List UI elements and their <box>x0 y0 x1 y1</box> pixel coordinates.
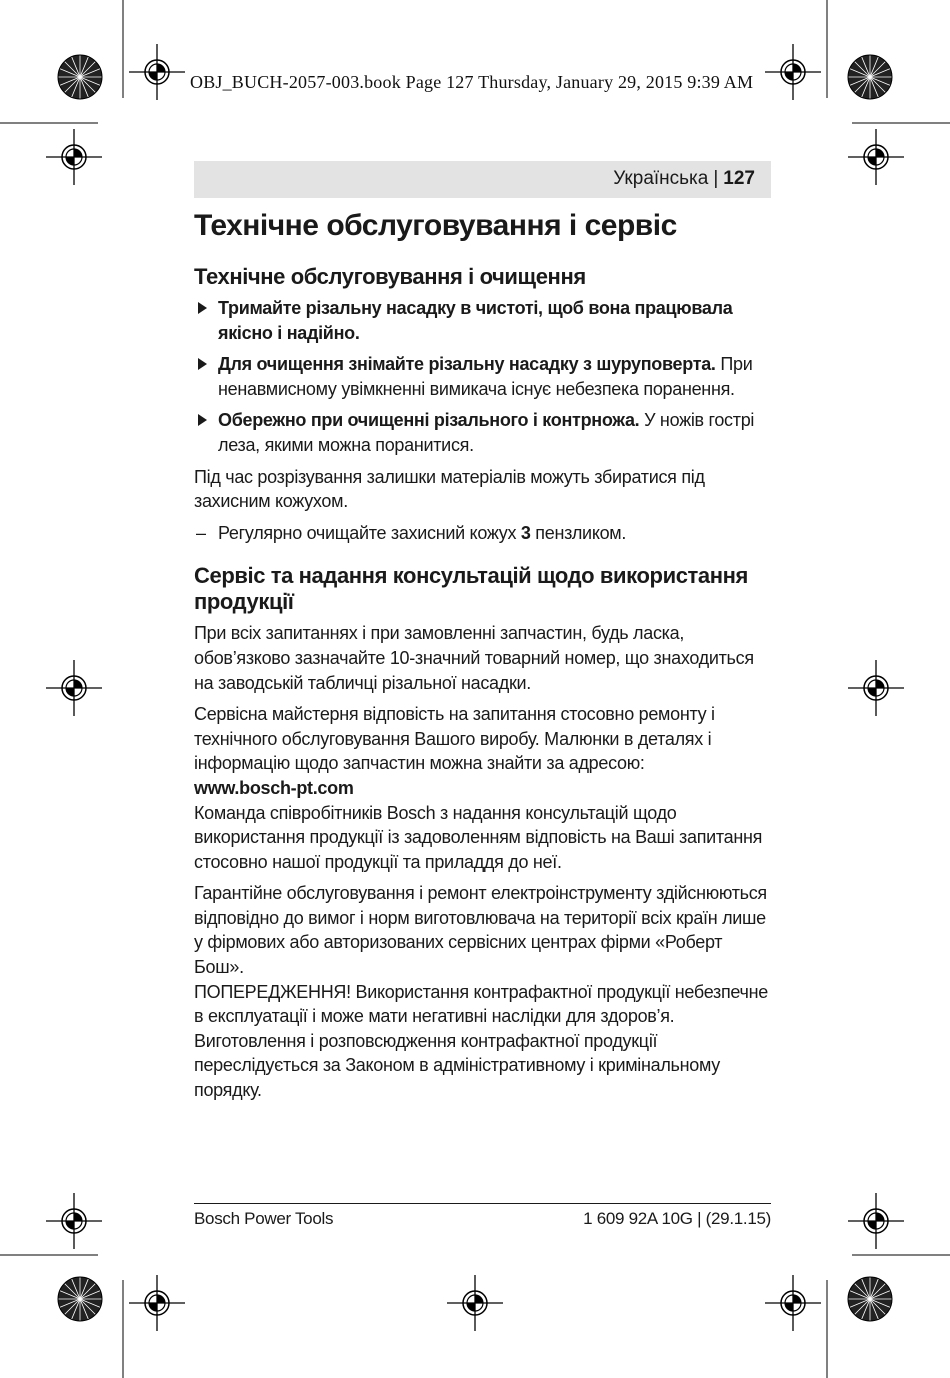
header-language: Українська <box>613 168 709 189</box>
bullet-bold: Тримайте різальну насадку в чистоті, щоб вона працювала якісно і надійно. <box>218 298 733 343</box>
dash-item <box>194 521 774 546</box>
header-text <box>613 168 755 190</box>
section-heading-maintenance: Технічне обслуговування і очищення <box>194 264 586 289</box>
dash-marker: – <box>196 522 206 543</box>
footer-brand: Bosch Power Tools <box>194 1209 334 1228</box>
bullet-text: У ножів гострі леза, якими можна поранитися. <box>218 410 755 455</box>
bullet-bold: Обережно при очищенні різального і контрножа. <box>218 410 640 431</box>
bullet-bold: Для очищення знімайте різальну насадку з шуруповерта. <box>218 354 716 375</box>
bullet-item <box>194 352 774 401</box>
bullet-item <box>194 296 774 345</box>
paragraph: При всіх запитаннях і при замовленні запчастин, будь ласка, обов’язково зазначайте 10-значний товарний номер, що знаходиться на заводській табличці різальної насадки. <box>194 623 754 693</box>
warning-paragraph: ПОПЕРЕДЖЕННЯ! Використання контрафактної продукції небезпечне в експлуатації і може мати негативні наслідки для здоров’я. Виготовлення і розповсюдження контрафактної продукції переслідується за Законом в адміністративному і кримінальному порядку. <box>194 981 768 1101</box>
bullet-item <box>194 408 774 457</box>
service-url[interactable]: www.bosch-pt.com <box>194 777 354 798</box>
bullet-triangle-icon <box>198 414 207 426</box>
page-number: 127 <box>723 168 755 189</box>
paragraph: Команда співробітників Bosch з надання консультацій щодо використання продукції із задоволенням відповість на Ваші запитання стосовно нашої продукції та приладдя до неї. <box>194 802 763 872</box>
header-separator: | <box>713 168 719 189</box>
bullet-triangle-icon <box>198 358 207 370</box>
page-title: Технічне обслуговування і сервіс <box>194 209 677 242</box>
bullet-text: При ненавмисному увімкненні вимикача існує небезпека поранення. <box>218 354 753 399</box>
print-slug: OBJ_BUCH-2057-003.book Page 127 Thursday, January 29, 2015 9:39 AM <box>190 72 754 92</box>
dash-text-before: Регулярно очищайте захисний кожух <box>218 522 521 543</box>
paragraph: Сервісна майстерня відповість на запитання стосовно ремонту і технічного обслуговування Вашого виробу. Малюнки в деталях і інформацію щодо запчастин можна знайти за адресою: <box>194 704 715 774</box>
page-header <box>194 161 771 198</box>
paragraph: Гарантійне обслуговування і ремонт електроінструменту здійснюються відповідно до вимог і норм виготовлювача на території всіх країн лише у фірмових або авторизованих сервісних центрах фірми «Роберт Бош». <box>194 883 767 978</box>
footer-doc-number: 1 609 92A 10G | (29.1.15) <box>583 1209 771 1228</box>
dash-text-after: пензликом. <box>530 522 627 543</box>
section-heading-service: Сервіс та надання консультацій щодо використання продукції <box>194 563 748 615</box>
page-content <box>194 206 774 1103</box>
bullet-triangle-icon <box>198 302 207 314</box>
part-number: 3 <box>520 522 531 543</box>
footer-rule <box>194 1203 771 1204</box>
paragraph: Під час розрізування залишки матеріалів можуть збиратися під захисним кожухом. <box>194 466 705 512</box>
